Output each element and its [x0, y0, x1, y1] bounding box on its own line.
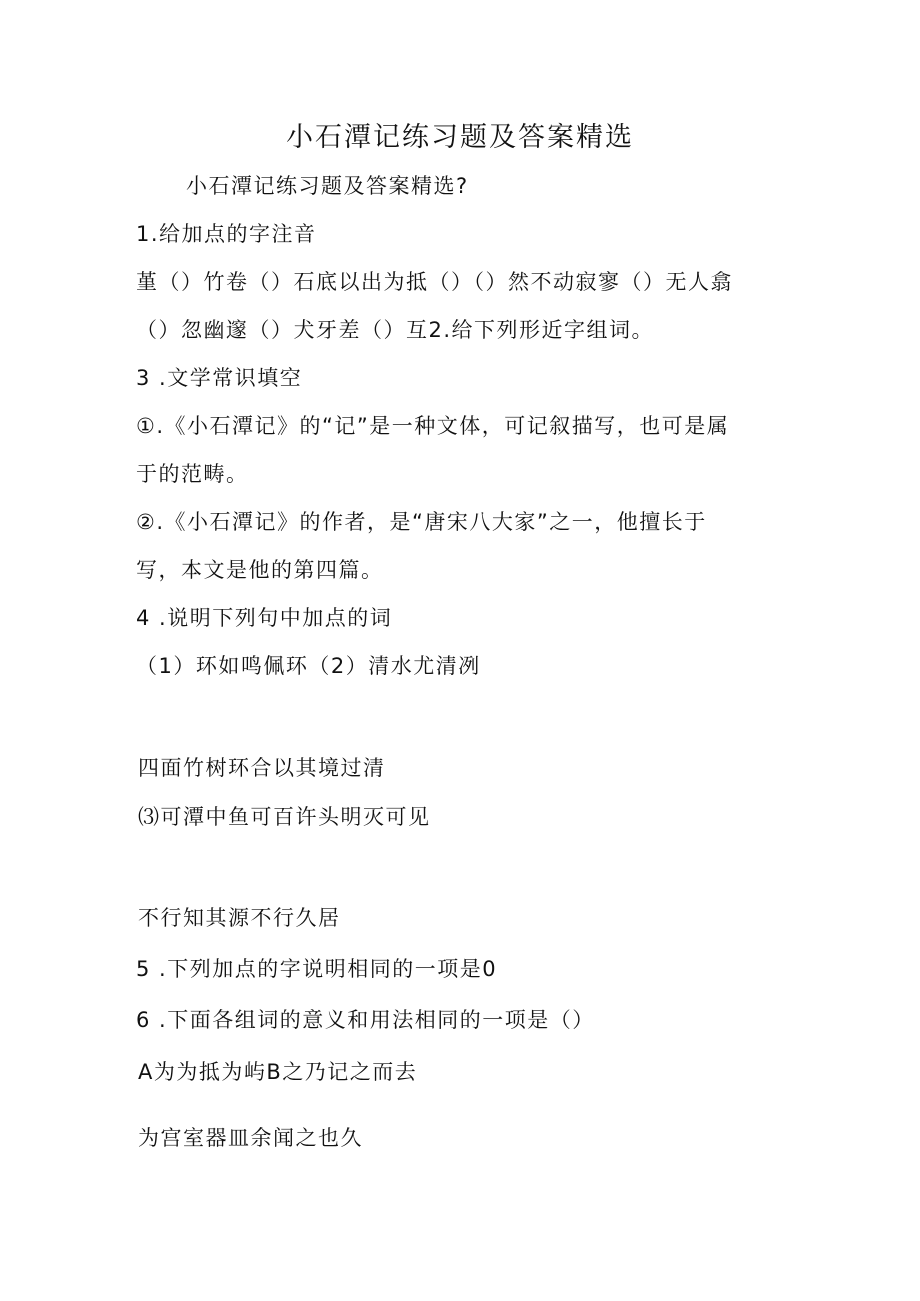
question-4-text-line-3: 不行知其源不行久居: [138, 906, 341, 930]
question-1-line-2: （）忽幽邃（）犬牙差（）互2.给下列形近字组词。: [136, 318, 655, 342]
question-4-text-line-2: ⑶可潭中鱼可百许头明灭可见: [138, 805, 431, 829]
question-3-item-1-line-2: 于的范畴。: [136, 462, 249, 486]
document-subtitle: 小石潭记练习题及答案精选?: [186, 174, 469, 198]
question-1-line-1: 堇（）竹卷（）石底以出为抵（）（）然不动寂寥（）无人翕: [136, 270, 733, 294]
question-4-items-1-2: （1）环如鸣佩环（2）清水尤清冽: [136, 654, 481, 678]
question-4-text-line-1: 四面竹树环合以其境过清: [138, 756, 386, 780]
question-4-heading: 4 .说明下列句中加点的词: [136, 606, 393, 630]
question-3-heading: 3 .文学常识填空: [136, 366, 303, 390]
question-5: 5 .下列加点的字说明相同的一项是0: [136, 957, 498, 981]
question-6: 6 .下面各组词的意义和用法相同的一项是（）: [136, 1008, 595, 1032]
question-6-options-line-2: 为宫室器皿余闻之也久: [138, 1126, 363, 1150]
question-3-item-2-line-2: 写，本文是他的第四篇。: [136, 558, 384, 582]
question-3-item-1-line-1: ①.《小石潭记》的“记”是一种文体，可记叙描写，也可是属: [136, 414, 730, 438]
question-3-item-2-line-1: ②.《小石潭记》的作者，是“唐宋八大家”之一，他擅长于: [136, 510, 707, 534]
question-1-heading: 1.给加点的字注音: [136, 222, 317, 246]
document-title: 小石潭记练习题及答案精选: [286, 122, 634, 153]
question-6-options-line-1: A为为抵为屿B之乃记之而去: [138, 1060, 418, 1084]
